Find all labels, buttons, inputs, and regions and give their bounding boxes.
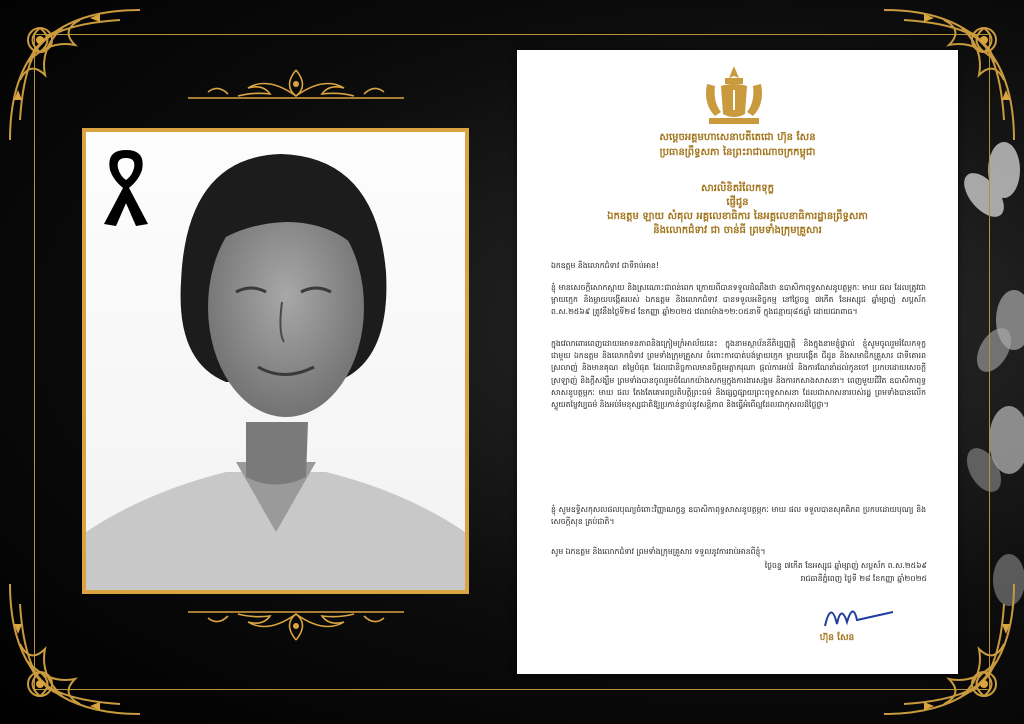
black-mourning-ribbon-icon	[100, 146, 152, 228]
gold-filigree-ornament-top	[188, 66, 404, 106]
recipient-family-line: និងលោកជំទាវ ជា ចាន់ធី ព្រមទាំងក្រុមគ្រួសារ	[653, 225, 822, 236]
sender-name: សម្តេចអគ្គមហាសេនាបតីតេជោ ហ៊ុន សែន	[659, 132, 816, 143]
signature-name: ហ៊ុន សែន	[819, 633, 855, 643]
portrait-photo	[86, 132, 465, 590]
gold-corner-ornament-bottom-left	[0, 574, 150, 724]
letter-title: សារលិខិតរំលែកទុក្ខ	[701, 183, 774, 194]
letter-paragraph-1: ខ្ញុំ មានសេចក្តីសោកស្តាយ និងស្រណោះជាពន់ពេក ក្រោយពីបានទទួលដំណឹងថា ឧបាសិកាពុទ្ធសាសនូបត្ថម្ភកៈ មាឃ ផល ដែលត្រូវជាម្តាយក្មេក និងម្តាយបង្កើតរបស់ ឯកឧត្តម និងលោកជំទាវ បានទទួលអនិច្ចកម្ម នៅថ្ងៃចន្ទ ៧កើត ខែអស្សុជ ឆ្នាំម្សាញ់ សប្តស័ក ព.ស.២៥៦៩ ត្រូវនឹងថ្ងៃទី២៨ ខែកញ្ញា ឆ្នាំ២០២៥ វេលាម៉ោង១២:០៥នាទី ក្នុងជន្មាយុ៨៥ឆ្នាំ ដោយជរាពាធ។	[551, 283, 926, 317]
gold-filigree-ornament-bottom	[188, 604, 404, 644]
condolence-letter	[517, 50, 958, 674]
letter-addressed-to-label: ផ្ញើជូន	[726, 197, 749, 208]
lunar-date: ថ្ងៃចន្ទ ៧កើត ខែអស្សុជ ឆ្នាំម្សាញ់ សប្តស័ក ព.ស.២៥៦៩	[764, 561, 927, 570]
solar-date: រាជធានីភ្នំពេញ ថ្ងៃទី ២៨ ខែកញ្ញា ឆ្នាំ២០២៥	[800, 574, 927, 583]
sender-title: ប្រធានព្រឹទ្ធសភា នៃព្រះរាជាណាចក្រកម្ពុជា	[659, 147, 816, 158]
royal-crest-icon	[701, 64, 767, 128]
handwritten-signature	[817, 594, 897, 634]
portrait-frame	[82, 128, 469, 594]
recipient-line: ឯកឧត្តម ឡាយ សំគុល អគ្គលេខាធិការ នៃអគ្គលេខាធិការដ្ឋានព្រឹទ្ធសភា	[607, 211, 868, 222]
letter-closing: សូម ឯកឧត្តម និងលោកជំទាវ ព្រមទាំងក្រុមគ្រួសារ ទទួលនូវការរាប់អានពីខ្ញុំ។	[551, 547, 766, 556]
letter-paragraph-3: ខ្ញុំ សូមឧទ្ទិសកុសលផលបុណ្យចំពោះវិញ្ញាណក្ខន្ធ ឧបាសិកាពុទ្ធសាសនូបត្ថម្ភកៈ មាឃ ផល ទទួលបានសុគតិភព ប្រកបដោយបុណ្យ និងសេចក្តីសុខ គ្រប់ជាតិ។	[551, 505, 926, 527]
letter-greeting: ឯកឧត្តម និងលោកជំទាវ ជាទីរាប់អាន!	[551, 261, 660, 270]
letter-paragraph-2: ក្នុងវេលាពោរពេញដោយមោទនភាពនិងក្រៀមក្រំអាល័យនេះ ក្នុងនាមស្ថាប័ននីតិប្បញ្ញត្តិ និងក្នុងនាមខ្ញុំផ្ទាល់ ខ្ញុំសូមចូលរួមរំលែកទុក្ខជាមួយ ឯកឧត្តម និងលោកជំទាវ ព្រមទាំងក្រុមគ្រួសារ ចំពោះការបាត់បង់ម្តាយក្មេក ម្តាយបង្កើត ជីដូន និងសមាជិកគ្រួសារ ជាទីគោរពស្រលាញ់ និងមានគុណ តម្លៃបំផុត ដែលជានិច្ចកាលមានចិត្តមេត្តាករុណា ផ្តល់ការអប់រំ និងការណែនាំដល់កូនចៅ ប្រកបដោយសេចក្តីស្រឡាញ់ និងក្តីសង្ឃឹម ព្រមទាំងបានចូលរួមចំណែកយ៉ាងសកម្មក្នុងការងារសង្គម និងការកសាងសាសនា។ ពេញមួយជីវិត ឧបាសិកាពុទ្ធសាសនូបត្ថម្ភកៈ មាឃ ផល តែងតែគោរពប្រតិបត្តិព្រះធម៌ និងផ្សព្វផ្សាយព្រះពុទ្ធសាសនា ដែលជាសាសនារបស់រដ្ឋ ព្រមទាំងបានលើកស្ទួយតម្លៃវប្បធម៌ និងអប់រំមនុស្សជាតិឱ្យប្រកាន់ខ្ជាប់នូវសន្តិភាព និងធ្វើអំពើល្អដែលជាកុសលដ៏ថ្លៃថ្លា។	[551, 339, 926, 410]
